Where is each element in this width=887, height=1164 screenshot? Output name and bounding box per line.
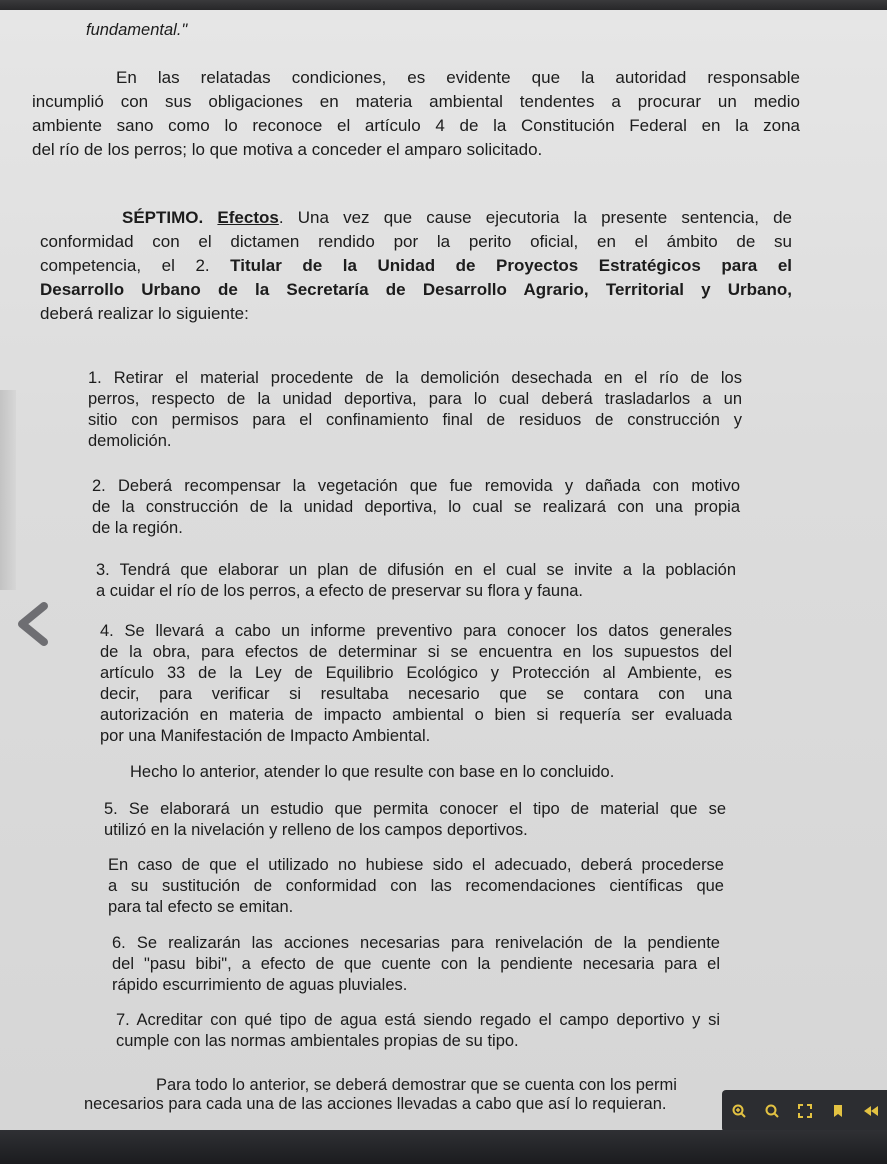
bookmark-button[interactable] (827, 1100, 849, 1122)
efectos-label: Efectos (217, 208, 279, 227)
septimo-heading: SÉPTIMO. (122, 208, 204, 227)
list-item-line: utilizó en la nivelación y relleno de los campos deportivos. (104, 821, 528, 839)
list-item-4 (100, 621, 732, 747)
list-item-line: 1. Retirar el material procedente de la demolición desechada en el río de los (88, 369, 742, 387)
final-line: necesarios para cada una de las acciones llevadas a cabo que así lo requieran. (84, 1095, 667, 1113)
top-quote (86, 20, 187, 41)
list-item-line: 4. Se llevará a cabo un informe preventivo para conocer los datos generales (100, 622, 732, 640)
list-item-line: de la obra, para efectos de determinar si se encuentra en los supuestos del (100, 643, 732, 661)
list-item-line: del "pasu bibi", a efecto de que cuente con la pendiente necesaria para el (112, 955, 720, 973)
list-item-line: por una Manifestación de Impacto Ambiental. (100, 727, 431, 745)
top-quote-text: fundamental." (86, 21, 188, 39)
septimo-line-4 (40, 278, 792, 302)
list-item-line: autorización en materia de impacto ambiental o bien si requería ser evaluada (100, 706, 732, 724)
hecho-line (130, 762, 614, 783)
conclusion-paragraph (32, 66, 800, 162)
caso-line: a su sustitución de conformidad con las recomendaciones científicas que (108, 877, 724, 895)
viewer-toolbar (722, 1090, 887, 1130)
list-item-line: 6. Se realizarán las acciones necesarias para renivelación de la pendiente (112, 934, 720, 952)
conclusion-line: del río de los perros; lo que motiva a conceder el amparo solicitado. (32, 140, 543, 159)
final-paragraph (84, 1076, 720, 1114)
hecho-text: Hecho lo anterior, atender lo que resulte con base en lo concluido. (130, 763, 615, 781)
search-button[interactable] (761, 1100, 783, 1122)
list-item-line: rápido escurrimiento de aguas pluviales. (112, 976, 408, 994)
previous-page-button[interactable] (14, 602, 54, 646)
zoom-in-icon (731, 1103, 747, 1119)
conclusion-line: ambiente sano como lo reconoce el artículo 4 de la Constitución Federal en la zona (32, 116, 800, 135)
list-item-5 (104, 799, 726, 841)
list-item-line: 7. Acreditar con qué tipo de agua está siendo regado el campo deportivo y si (116, 1011, 720, 1029)
septimo-line-3 (40, 254, 792, 278)
caso-line: En caso de que el utilizado no hubiese sido el adecuado, deberá procederse (108, 856, 724, 874)
bottom-bezel (0, 1130, 887, 1164)
list-item-line: cumple con las normas ambientales propias de su tipo. (116, 1032, 519, 1050)
rewind-button[interactable] (860, 1100, 882, 1122)
conclusion-line: En las relatadas condiciones, es evidente que la autoridad responsable (116, 68, 800, 87)
list-item-line: 2. Deberá recompensar la vegetación que fue removida y dañada con motivo (92, 477, 740, 495)
septimo-line-1 (40, 206, 792, 230)
final-line: Para todo lo anterior, se deberá demostrar que se cuenta con los permi (156, 1076, 677, 1094)
septimo-line3-start: competencia, el 2. (40, 256, 231, 275)
list-item-line: demolición. (88, 432, 172, 450)
rewind-icon (862, 1104, 880, 1118)
list-item-line: decir, para verificar si resultaba necesario que se contara con una (100, 685, 732, 703)
page-edge-shadow (0, 390, 16, 590)
list-item-line: 3. Tendrá que elaborar un plan de difusión en el cual se invite a la población (96, 561, 736, 579)
caso-paragraph (108, 855, 724, 918)
septimo-paragraph (40, 206, 792, 326)
chevron-left-icon (14, 602, 54, 646)
list-item-2 (92, 476, 740, 539)
list-item-line: sitio con permisos para el confinamiento final de residuos de construcción y (88, 411, 742, 429)
septimo-line-5: deberá realizar lo siguiente: (40, 304, 249, 323)
list-item-line: de la región. (92, 519, 183, 537)
list-item-line: de la construcción de la unidad deportiva, lo cual se realizará con una propia (92, 498, 740, 516)
fit-screen-button[interactable] (794, 1100, 816, 1122)
zoom-in-button[interactable] (728, 1100, 750, 1122)
septimo-line3-bold: Titular de la Unidad de Proyectos Estratégicos para el (230, 256, 792, 275)
list-item-6 (112, 933, 720, 996)
septimo-line1-rest: . Una vez que cause ejecutoria la presente sentencia, de (278, 208, 792, 227)
conclusion-line: incumplió con sus obligaciones en materia ambiental tendentes a procurar un medio (32, 92, 800, 111)
caso-line: para tal efecto se emitan. (108, 898, 294, 916)
list-item-line: artículo 33 de la Ley de Equilibrio Ecológico y Protección al Ambiente, es (100, 664, 732, 682)
fit-screen-icon (797, 1103, 813, 1119)
septimo-line4-bold: Desarrollo Urbano de la Secretaría de Desarrollo Agrario, Territorial y Urbano, (40, 280, 792, 299)
septimo-line-2: conformidad con el dictamen rendido por la perito oficial, en el ámbito de su (40, 232, 792, 251)
list-item-1 (88, 368, 742, 452)
bookmark-icon (831, 1103, 845, 1119)
list-item-7 (116, 1010, 720, 1052)
list-item-line: a cuidar el río de los perros, a efecto de preservar su flora y fauna. (96, 582, 584, 600)
search-icon (764, 1103, 780, 1119)
list-item-line: perros, respecto de la unidad deportiva, para lo cual deberá trasladarlos a un (88, 390, 742, 408)
list-item-3 (96, 560, 736, 602)
list-item-line: 5. Se elaborará un estudio que permita conocer el tipo de material que se (104, 800, 726, 818)
document-page (0, 10, 887, 1130)
